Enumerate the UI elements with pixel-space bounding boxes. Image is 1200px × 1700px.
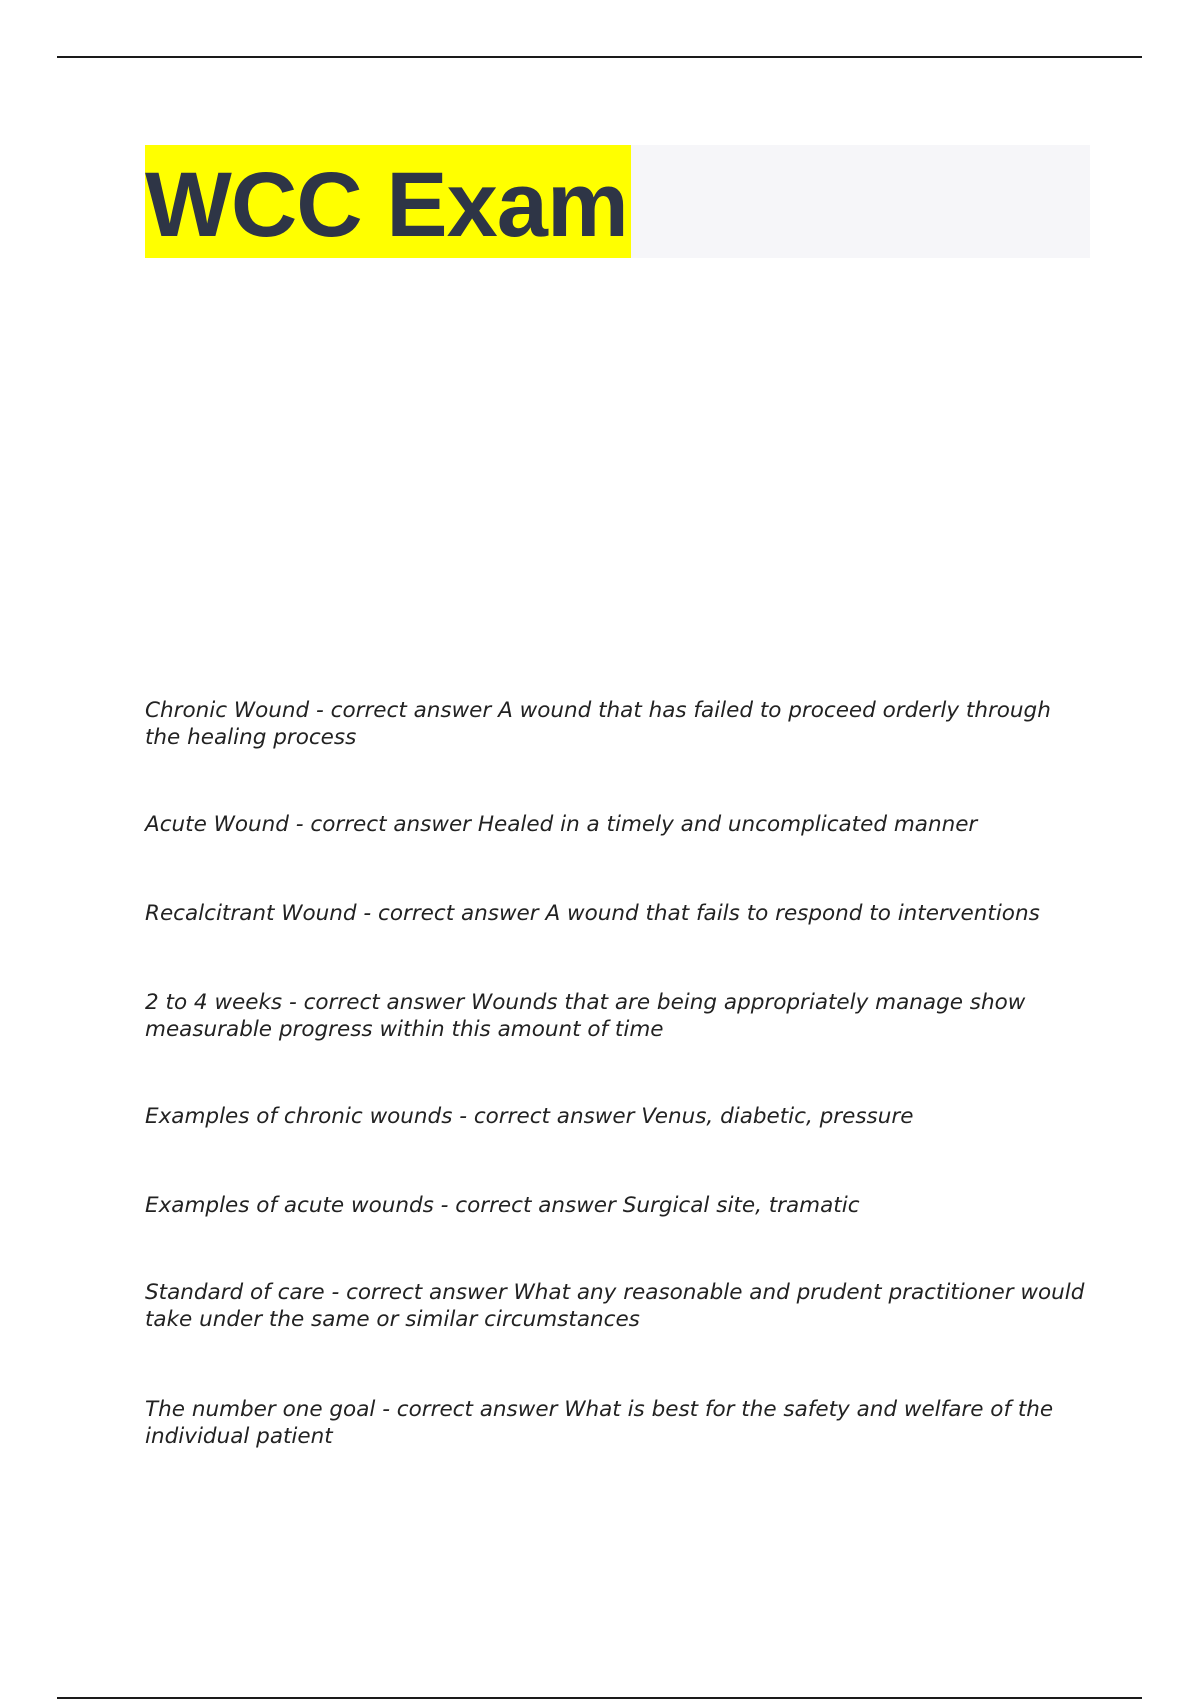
document-title: WCC Exam	[145, 153, 628, 256]
qa-item: Recalcitrant Wound - correct answer A wound that fails to respond to interventions	[145, 901, 1040, 926]
qa-item: 2 to 4 weeks - correct answer Wounds that are being appropriately manage show measurable progress within this amount of time	[145, 990, 1026, 1042]
top-rule	[57, 56, 1142, 58]
bottom-rule	[57, 1697, 1142, 1699]
qa-item: Examples of chronic wounds - correct answer Venus, diabetic, pressure	[145, 1104, 914, 1129]
qa-item: Examples of acute wounds - correct answer Surgical site, tramatic	[145, 1193, 860, 1218]
qa-item: Acute Wound - correct answer Healed in a timely and uncomplicated manner	[145, 812, 978, 837]
qa-item: Standard of care - correct answer What any reasonable and prudent practitioner would take under the same or similar circumstances	[145, 1280, 1085, 1332]
qa-item: The number one goal - correct answer What is best for the safety and welfare of the individual patient	[145, 1397, 1054, 1449]
title-highlight	[145, 145, 631, 258]
qa-item: Chronic Wound - correct answer A wound that has failed to proceed orderly through the healing process	[145, 698, 1051, 750]
